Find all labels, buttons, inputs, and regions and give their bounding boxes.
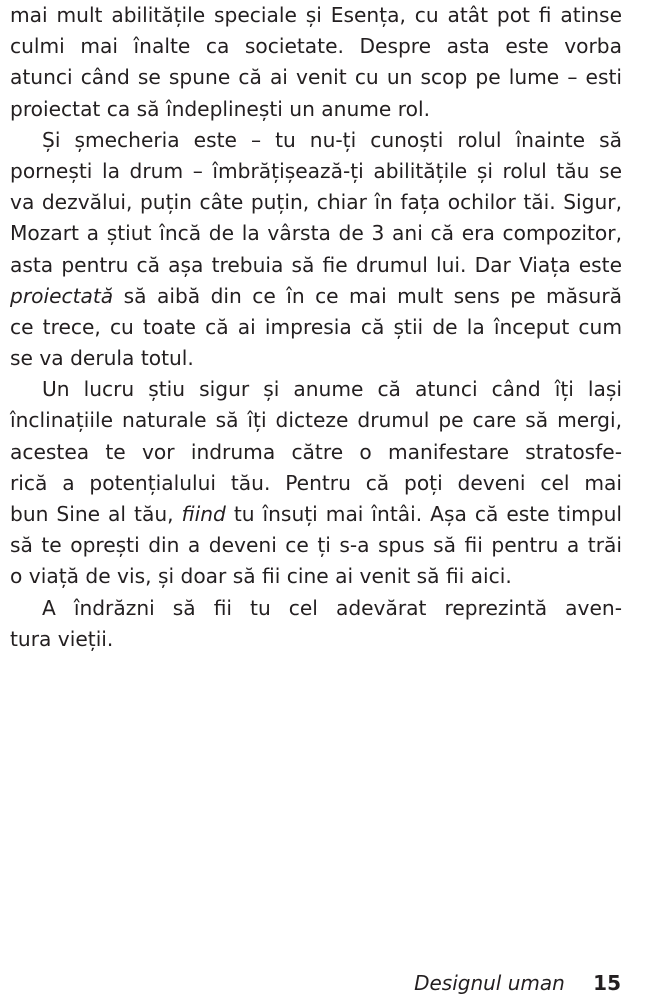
- emphasized-text: fiind: [181, 502, 226, 526]
- text-line: [10, 624, 622, 655]
- text-line: [10, 218, 622, 249]
- text-segment: Un lucru știu sigur și anume că atunci când îți lași: [42, 377, 622, 402]
- text-segment: se va derula totul.: [10, 346, 194, 371]
- text-segment: asta pentru că așa trebuia să fie drumul lui. Dar Viața este: [10, 252, 622, 277]
- text-segment: bun Sine al tău,: [10, 502, 182, 526]
- running-title: Designul uman: [414, 971, 565, 995]
- text-segment: va dezvălui, puțin câte puțin, chiar în fața ochilor tăi. Sigur,: [10, 190, 622, 215]
- text-segment: ce trece, cu toate că ai impresia că știi de la început cum: [10, 314, 622, 339]
- text-line: [10, 156, 622, 187]
- paragraph: [10, 593, 622, 655]
- text-line: [10, 312, 622, 343]
- text-line: [10, 187, 622, 218]
- emphasized-text: proiectată: [10, 283, 114, 308]
- text-segment: să te oprești din a deveni ce ți s-a spus să fii pentru a trăi: [10, 533, 622, 558]
- text-line: [10, 561, 622, 592]
- text-line: [10, 437, 622, 468]
- text-segment: A îndrăzni să fii tu cel adevărat reprezintă aven-: [42, 595, 622, 620]
- text-segment: pornești la drum – îmbrățișează-ți abilitățile și rolul tău se: [10, 158, 622, 183]
- text-line: [10, 281, 622, 312]
- page-footer: [414, 968, 621, 998]
- text-segment: rică a potențialului tău. Pentru că poți deveni cel mai: [10, 470, 622, 495]
- text-line: [10, 31, 622, 62]
- paragraph: [10, 374, 622, 592]
- text-line: [10, 468, 622, 499]
- text-segment: proiectat ca să îndeplinești un anume rol.: [10, 96, 431, 121]
- text-line: [10, 250, 622, 281]
- paragraph: [10, 0, 622, 125]
- text-segment: înclinațiile naturale să îți dicteze drumul pe care să mergi,: [10, 408, 622, 433]
- text-segment: tura vieții.: [10, 626, 114, 651]
- text-segment: tu însuți mai întâi. Așa că este timpul: [225, 502, 623, 526]
- text-segment: atunci când se spune că ai venit cu un scop pe lume – esti: [10, 65, 622, 90]
- text-line: [10, 593, 622, 624]
- text-line: [10, 94, 622, 125]
- text-line: [10, 62, 622, 93]
- text-line: [10, 530, 622, 561]
- text-segment: o viață de vis, și doar să fii cine ai venit să fii aici.: [10, 564, 512, 589]
- text-segment: să aibă din ce în ce mai mult sens pe măsură: [113, 283, 622, 308]
- text-line: [10, 374, 622, 405]
- text-line: [10, 125, 622, 156]
- text-segment: Mozart a știut încă de la vârsta de 3 ani că era compozitor,: [10, 221, 622, 246]
- text-segment: mai mult abilitățile speciale și Esența, cu atât pot fi atinse: [10, 3, 622, 27]
- paragraph: [10, 125, 622, 375]
- text-line: [10, 0, 622, 31]
- text-segment: acestea te vor indruma către o manifestare stratosfe-: [10, 439, 622, 464]
- text-segment: culmi mai înalte ca societate. Despre asta este vorba: [10, 34, 622, 59]
- page-number: 15: [593, 971, 621, 995]
- text-segment: Și șmecheria este – tu nu-ți cunoști rolul înainte să: [42, 127, 622, 152]
- page-body: [10, 0, 622, 655]
- text-line: [10, 343, 622, 374]
- text-line: [10, 499, 622, 530]
- text-line: [10, 405, 622, 436]
